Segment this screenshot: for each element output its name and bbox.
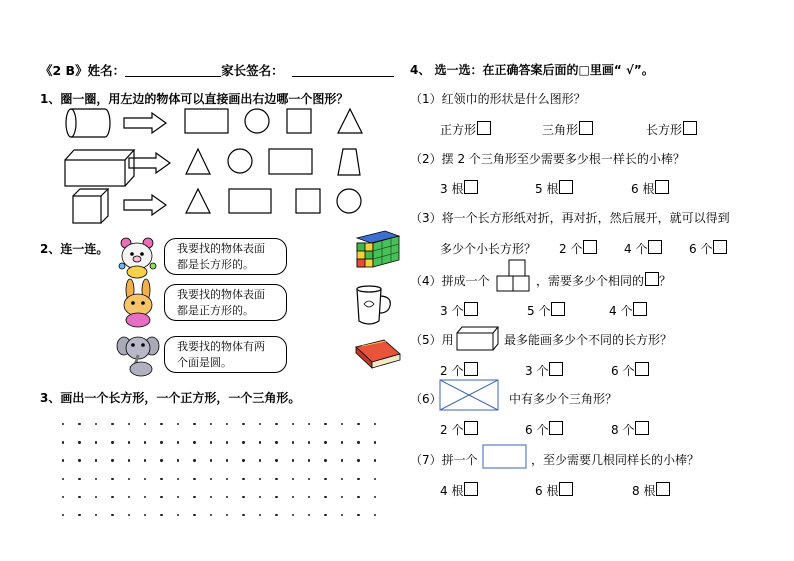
q4-6-question-post: 中有多少个三角形？ xyxy=(509,392,618,406)
q4-7-option: 4 根 xyxy=(440,482,478,499)
q4-3-option: 2 个 xyxy=(559,240,597,257)
bubble-2-line2: 都是正方形的。 xyxy=(177,304,254,317)
name-label: 姓名： xyxy=(87,63,126,78)
bubble-3-line1: 我要找的物体有两 xyxy=(177,340,265,353)
q4-5-option: 6 个 xyxy=(611,362,649,379)
q4-5-option: 2 个 xyxy=(440,362,478,379)
bubble-1-line1: 我要找的物体表面 xyxy=(177,242,265,255)
q4-2-question: （2）摆 2 个三角形至少需要多少根一样长的小棒？ xyxy=(410,152,685,166)
q1-title: 1、圈一圈，用左边的物体可以直接画出右边哪一个图形？ xyxy=(40,92,349,106)
bubble-2-line1: 我要找的物体表面 xyxy=(177,288,265,301)
q4-6-option: 8 个 xyxy=(611,421,649,438)
q4-3-question-line2: 多少个小长方形？ xyxy=(440,242,537,256)
q4-title: 4、 选一选：在正确答案后面的□里画“ √”。 xyxy=(410,63,654,77)
q2-title: 2、连一连。 xyxy=(40,242,109,256)
q4-2-option: 5 根 xyxy=(535,180,573,197)
q4-4-question-pre: （4）拼成一个 xyxy=(410,274,490,288)
answer-checkbox[interactable] xyxy=(656,482,670,496)
q4-3-option: 6 个 xyxy=(689,240,727,257)
q4-4-question-post: ，需要多少个相同的 ？ xyxy=(536,274,672,288)
q4-2-option: 6 根 xyxy=(631,180,669,197)
q4-5-question-pre: （5）用 xyxy=(410,333,454,347)
q4-6-question-pre: （6） xyxy=(410,392,442,406)
q4-6-option: 6 个 xyxy=(525,421,563,438)
bubble-1-line2: 都是长方形的。 xyxy=(177,258,254,271)
q4-7-option: 8 根 xyxy=(632,482,670,499)
q4-7-option: 6 根 xyxy=(535,482,573,499)
q4-5-question-post: 最多能画多少个不同的长方形？ xyxy=(504,333,673,347)
q4-4-option: 4 个 xyxy=(609,302,647,319)
q4-7-question-post: ，至少需要几根同样长的小棒？ xyxy=(531,453,700,467)
q4-7-question-pre: （7）拼一个 xyxy=(410,453,478,467)
answer-checkbox[interactable] xyxy=(464,482,478,496)
q4-5-option: 3 个 xyxy=(525,362,563,379)
q4-4-option: 5 个 xyxy=(527,302,565,319)
q4-4-option: 3 个 xyxy=(440,302,478,319)
q4-1-question: （1）红领巾的形状是什么图形？ xyxy=(410,92,586,106)
answer-checkbox[interactable] xyxy=(559,482,573,496)
q4-1-options: 正方形 xyxy=(440,121,491,138)
q4-1-options: 三角形 xyxy=(542,121,593,138)
q4-1-options: 长方形 xyxy=(646,121,697,138)
q4-3-option: 4 个 xyxy=(624,240,662,257)
q4-2-option: 3 根 xyxy=(440,180,478,197)
q4-3-question: （3）将一个长方形纸对折，再对折，然后展开，就可以得到 xyxy=(410,211,730,225)
parent-signature-label: 家长签名： xyxy=(221,63,284,78)
bubble-3-line2: 个面是圆。 xyxy=(177,356,232,369)
class-code: 《2 B》 xyxy=(40,63,88,78)
q3-title: 3、画出一个长方形，一个正方形，一个三角形。 xyxy=(40,391,301,405)
q4-6-option: 2 个 xyxy=(440,421,478,438)
